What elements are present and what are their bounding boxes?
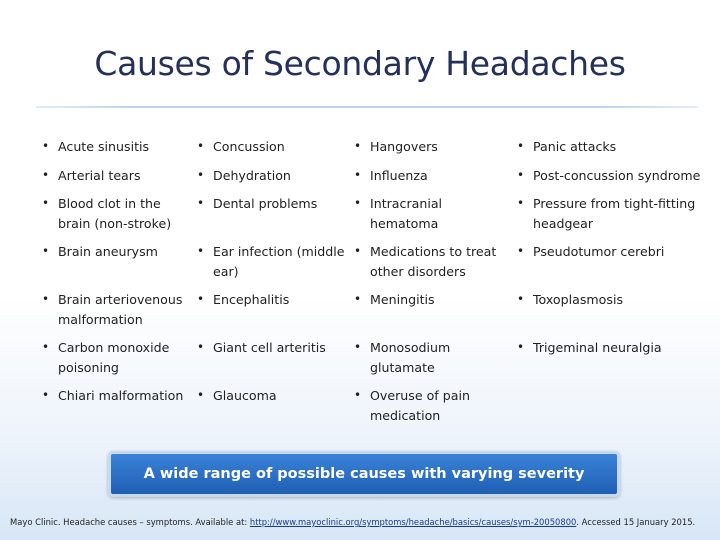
cause-item: • Hangovers <box>350 137 513 157</box>
causes-row <box>38 242 704 281</box>
causes-row <box>38 386 704 425</box>
cause-item: • Acute sinusitis <box>38 137 193 157</box>
cause-item: • Monosodium glutamate <box>350 338 513 377</box>
causes-row <box>38 166 704 186</box>
title-divider <box>36 106 698 108</box>
citation-link[interactable]: http://www.mayoclinic.org/symptoms/headache/basics/causes/sym-20050800 <box>249 517 577 527</box>
cause-item: • Meningitis <box>350 290 513 329</box>
summary-callout-text: A wide range of possible causes with varying severity <box>143 466 585 482</box>
cause-item: • Glaucoma <box>193 386 350 425</box>
cause-item: • Brain aneurysm <box>38 242 193 281</box>
cause-item: • Influenza <box>350 166 513 186</box>
cause-item: • Carbon monoxide poisoning <box>38 338 193 377</box>
causes-grid <box>38 137 704 434</box>
cause-item: • Ear infection (middle ear) <box>193 242 350 281</box>
cause-item: • Dehydration <box>193 166 350 186</box>
cause-item: • Pseudotumor cerebri <box>513 242 704 281</box>
cause-item: • Trigeminal neuralgia <box>513 338 704 377</box>
cause-item: • Overuse of pain medication <box>350 386 513 425</box>
cause-item: • Dental problems <box>193 194 350 233</box>
cause-item: • Intracranial hematoma <box>350 194 513 233</box>
cause-item: • Medications to treat other disorders <box>350 242 513 281</box>
cause-item: • Post-concussion syndrome <box>513 166 704 186</box>
cause-item: • Giant cell arteritis <box>193 338 350 377</box>
cause-item: • Arterial tears <box>38 166 193 186</box>
cause-item: • Toxoplasmosis <box>513 290 704 329</box>
causes-row <box>38 338 704 377</box>
citation-prefix: Mayo Clinic. Headache causes – symptoms. Available at: <box>10 517 250 527</box>
causes-row <box>38 194 704 233</box>
source-citation <box>10 517 715 527</box>
cause-item: • Chiari malformation <box>38 386 193 425</box>
causes-row <box>38 137 704 157</box>
summary-callout <box>108 451 620 497</box>
citation-suffix: . Accessed 15 January 2015. <box>576 517 696 527</box>
cause-item: • Brain arteriovenous malformation <box>38 290 193 329</box>
cause-item: • Concussion <box>193 137 350 157</box>
cause-item: • Panic attacks <box>513 137 704 157</box>
cause-item: • Pressure from tight-fitting headgear <box>513 194 704 233</box>
causes-row <box>38 290 704 329</box>
slide-title: Causes of Secondary Headaches <box>94 44 626 83</box>
cause-item: • Blood clot in the brain (non-stroke) <box>38 194 193 233</box>
cause-item: • Encephalitis <box>193 290 350 329</box>
